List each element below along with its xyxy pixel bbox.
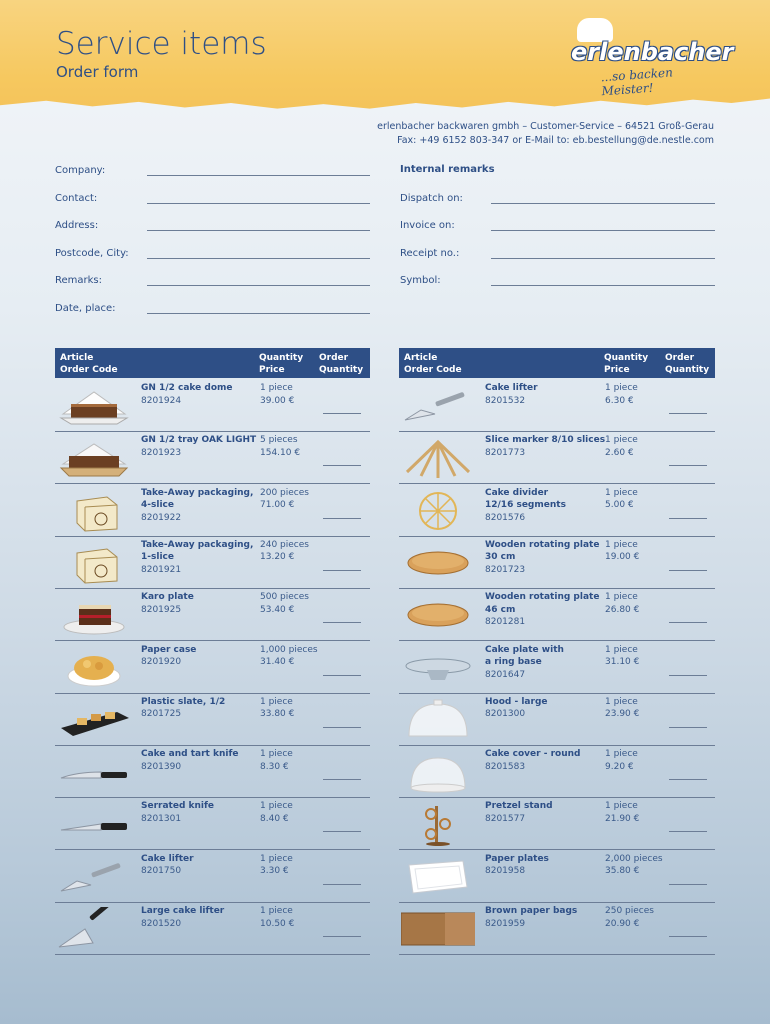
article-name-line: Pretzel stand: [485, 801, 553, 812]
contact-info: [377, 120, 714, 148]
receipt-label: Receipt no.:: [400, 248, 460, 259]
article-name-line: Serrated knife: [141, 801, 215, 812]
quantity-price: [260, 539, 309, 564]
article-name: [485, 487, 566, 525]
table-row: [399, 642, 715, 694]
article-name: [141, 853, 194, 878]
article-name-line: Wooden rotating plate: [485, 592, 600, 603]
cake-plate-icon: [401, 646, 475, 690]
table-row: [55, 485, 370, 537]
order-quantity-field[interactable]: [323, 662, 361, 676]
price: 3.30 €: [260, 866, 289, 877]
logo-name: erlenbacher: [571, 38, 734, 66]
article-name-line: Paper case: [141, 644, 197, 655]
quantity: 1 piece: [260, 749, 293, 760]
article-name-line: Hood - large: [485, 696, 548, 707]
article-name: [141, 800, 214, 825]
article-name-line: Karo plate: [141, 592, 194, 603]
quantity: 1 piece: [605, 435, 638, 446]
article-name: [141, 748, 238, 773]
quantity: 1 piece: [605, 383, 638, 393]
date-field[interactable]: [147, 313, 370, 314]
quantity-price: [605, 696, 639, 721]
quantity: 1 piece: [605, 801, 638, 812]
price: 19.00 €: [605, 552, 640, 563]
knife-icon: [57, 750, 131, 794]
price: 13.20 €: [260, 552, 295, 563]
company-field[interactable]: [147, 175, 370, 176]
order-header: Order: [319, 353, 349, 363]
order-code: 8201958: [485, 866, 526, 877]
price: 20.90 €: [605, 918, 640, 929]
quantity: 1 piece: [605, 592, 638, 603]
row-divider: [399, 954, 715, 955]
article-name-line: Cake divider: [485, 487, 549, 498]
order-code: 8201281: [485, 617, 526, 628]
price: 10.50 €: [260, 918, 295, 929]
article-name-line: 1-slice: [141, 552, 174, 563]
postcode-field[interactable]: [147, 258, 370, 259]
order-quantity-field[interactable]: [323, 400, 361, 414]
contact-line-2: Fax: +49 6152 803-347 or E-Mail to: eb.bestellung@de.nestle.com: [397, 135, 714, 146]
quantity: 1 piece: [260, 853, 293, 864]
table-row: [399, 694, 715, 746]
article-name: [485, 434, 605, 459]
quantity-price: [605, 382, 638, 407]
quantity: 250 pieces: [605, 906, 654, 916]
quantity: 1 piece: [605, 487, 638, 498]
order-quantity-field[interactable]: [323, 818, 361, 832]
quantity: 1 piece: [260, 801, 293, 812]
article-name-line: Cake plate with: [485, 644, 564, 655]
order-code: 8201520: [141, 918, 182, 929]
order-code: 8201583: [485, 761, 526, 772]
address-label: Address:: [55, 220, 99, 231]
quantity-price: [605, 800, 639, 825]
symbol-field[interactable]: [491, 285, 715, 286]
order-quantity-field[interactable]: [669, 505, 707, 519]
order-code: 8201725: [141, 709, 182, 720]
article-name: [485, 539, 599, 577]
quantity: 1 piece: [260, 696, 293, 707]
price: 31.40 €: [260, 657, 295, 667]
table-row: [55, 851, 370, 903]
price: 9.20 €: [605, 761, 634, 772]
table-row: [399, 903, 715, 955]
left-table-header: [55, 348, 370, 378]
address-field[interactable]: [147, 230, 370, 231]
quantity-price: [605, 905, 654, 930]
order-header: Order: [665, 353, 695, 363]
order-quantity-field[interactable]: [323, 505, 361, 519]
order-quantity-field[interactable]: [323, 871, 361, 885]
price: 33.80 €: [260, 709, 295, 720]
article-name-line: Wooden rotating plate: [485, 539, 600, 550]
article-header: Article: [404, 353, 438, 363]
quantity: 200 pieces: [260, 487, 309, 498]
paper-plate-icon: [401, 855, 475, 899]
takeaway-box-icon: [57, 489, 131, 533]
article-name-line: GN 1/2 tray OAK LIGHT: [141, 435, 257, 446]
dispatch-field[interactable]: [491, 203, 715, 204]
quantity-price: [260, 382, 294, 407]
order-code: 8201925: [141, 604, 182, 615]
order-quantity-field[interactable]: [669, 400, 707, 414]
order-quantity-field[interactable]: [323, 714, 361, 728]
quantity: 1,000 pieces: [260, 644, 318, 655]
logo-slogan: ...so backen Meister!: [600, 65, 674, 99]
price: 39.00 €: [260, 395, 295, 406]
quantity-header: Quantity: [259, 353, 304, 363]
date-label: Date, place:: [55, 303, 116, 314]
price: 154.10 €: [260, 447, 301, 458]
paper-bag-icon: [401, 907, 475, 951]
article-name-line: Large cake lifter: [141, 906, 225, 916]
article-name: [141, 905, 224, 930]
article-name: [141, 487, 253, 525]
order-quantity-field[interactable]: [669, 609, 707, 623]
wooden-plate-icon: [401, 593, 475, 637]
table-row: [399, 851, 715, 903]
price: 6.30 €: [605, 395, 634, 406]
order-code-header: Order Code: [60, 365, 118, 375]
order-code: 8201647: [485, 669, 526, 680]
article-name: [485, 800, 553, 825]
article-name-line: 12/16 segments: [485, 500, 566, 511]
tray-icon: [57, 436, 131, 480]
order-code: 8201750: [141, 866, 182, 877]
order-code: 8201577: [485, 813, 526, 824]
price: 26.80 €: [605, 604, 640, 615]
quantity: 1 piece: [260, 906, 293, 916]
table-row: [55, 746, 370, 798]
article-name-line: Paper plates: [485, 853, 549, 864]
price: 35.80 €: [605, 866, 640, 877]
order-quantity-field[interactable]: [323, 557, 361, 571]
table-row: [55, 903, 370, 955]
quantity-price: [605, 644, 639, 669]
article-header: Article: [60, 353, 94, 363]
quantity: 1 piece: [605, 749, 638, 760]
quantity: 500 pieces: [260, 592, 309, 603]
quantity-header: Quantity: [604, 353, 649, 363]
order-quantity-field[interactable]: [669, 452, 707, 466]
order-quantity-field[interactable]: [669, 923, 707, 937]
quantity-price: [260, 644, 318, 669]
quantity-price: [260, 800, 293, 825]
quantity-price: [260, 696, 294, 721]
article-name: [141, 539, 253, 577]
order-code: 8201532: [485, 395, 526, 406]
table-row: [399, 798, 715, 850]
order-code: 8201920: [141, 657, 182, 667]
quantity-price: [260, 853, 293, 878]
contact-label: Contact:: [55, 193, 98, 204]
article-name: [485, 905, 577, 930]
article-name: [485, 591, 599, 629]
contact-line-1: erlenbacher backwaren gmbh – Customer-Service – 64521 Groß-Gerau: [377, 121, 714, 132]
order-code: 8201723: [485, 564, 526, 575]
quantity-price: [605, 591, 639, 616]
quantity-price: [260, 748, 293, 773]
table-row: [399, 432, 715, 484]
quantity-price: [605, 853, 663, 878]
price: 5.00 €: [605, 500, 634, 511]
order-quantity-field[interactable]: [669, 557, 707, 571]
order-code: 8201923: [141, 447, 182, 458]
paper-case-icon: [57, 646, 131, 690]
order-code: 8201576: [485, 512, 526, 523]
order-quantity-field[interactable]: [323, 452, 361, 466]
order-quantity-field[interactable]: [669, 766, 707, 780]
serrated-knife-icon: [57, 802, 131, 846]
takeaway-box-icon: [57, 541, 131, 585]
price: 53.40 €: [260, 604, 295, 615]
remarks-label: Remarks:: [55, 275, 103, 286]
symbol-label: Symbol:: [400, 275, 441, 286]
invoice-field[interactable]: [491, 230, 715, 231]
article-name: [141, 644, 196, 669]
table-row: [399, 380, 715, 432]
cake-lifter-icon: [401, 384, 475, 428]
right-table-header: [399, 348, 715, 378]
quantity-price: [260, 905, 294, 930]
article-name-line: Cake cover - round: [485, 749, 581, 760]
quantity: 1 piece: [605, 644, 638, 655]
article-name: [485, 748, 580, 773]
quantity-price: [260, 591, 309, 616]
row-divider: [55, 954, 370, 955]
hood-icon: [401, 698, 475, 742]
article-name: [485, 696, 548, 721]
plastic-slate-icon: [57, 698, 131, 742]
order-code: 8201390: [141, 761, 182, 772]
order-code: 8201922: [141, 512, 182, 523]
page-title: Service items: [56, 26, 267, 62]
article-name-line: Take-Away packaging,: [141, 487, 254, 498]
price: 23.90 €: [605, 709, 640, 720]
quantity: 1 piece: [605, 696, 638, 707]
order-quantity-field[interactable]: [323, 923, 361, 937]
article-name: [141, 382, 233, 407]
contact-field[interactable]: [147, 203, 370, 204]
article-name-line: Cake lifter: [485, 383, 538, 393]
order-quantity-header: Quantity: [319, 365, 364, 375]
article-name: [141, 591, 194, 616]
order-quantity-field[interactable]: [323, 766, 361, 780]
article-name-line: Take-Away packaging,: [141, 539, 254, 550]
quantity: 5 pieces: [260, 435, 298, 446]
article-name-line: GN 1/2 cake dome: [141, 383, 233, 393]
company-label: Company:: [55, 165, 106, 176]
order-code: 8201773: [485, 447, 526, 458]
remarks-field[interactable]: [147, 285, 370, 286]
price: 2.60 €: [605, 447, 634, 458]
article-name: [141, 696, 225, 721]
pretzel-stand-icon: [401, 802, 475, 846]
table-row: [399, 589, 715, 641]
quantity-price: [260, 487, 309, 512]
internal-remarks-title: Internal remarks: [400, 164, 495, 175]
cake-cover-icon: [401, 750, 475, 794]
price: 71.00 €: [260, 500, 295, 511]
price: 8.30 €: [260, 761, 289, 772]
table-row: [55, 694, 370, 746]
price-header: Price: [604, 365, 630, 375]
cake-lifter-icon: [57, 855, 131, 899]
quantity: 2,000 pieces: [605, 853, 663, 864]
article-name-line: a ring base: [485, 657, 542, 667]
order-quantity-header: Quantity: [665, 365, 710, 375]
article-name-line: 46 cm: [485, 604, 516, 615]
wooden-plate-icon: [401, 541, 475, 585]
order-quantity-field[interactable]: [669, 714, 707, 728]
table-row: [399, 537, 715, 589]
article-name: [141, 434, 256, 459]
order-quantity-field[interactable]: [669, 818, 707, 832]
quantity-price: [605, 748, 638, 773]
order-quantity-field[interactable]: [669, 871, 707, 885]
table-row: [55, 642, 370, 694]
quantity: 240 pieces: [260, 539, 309, 550]
table-row: [399, 746, 715, 798]
article-name: [485, 644, 564, 682]
quantity-price: [605, 487, 638, 512]
quantity: 1 piece: [605, 539, 638, 550]
price: 8.40 €: [260, 813, 289, 824]
article-name-line: Brown paper bags: [485, 906, 578, 916]
order-code: 8201301: [141, 813, 182, 824]
table-row: [55, 537, 370, 589]
slice-marker-icon: [401, 436, 475, 480]
article-name: [485, 382, 538, 407]
karo-plate-icon: [57, 593, 131, 637]
article-name-line: Cake lifter: [141, 853, 194, 864]
price: 21.90 €: [605, 813, 640, 824]
table-row: [55, 589, 370, 641]
article-name-line: 30 cm: [485, 552, 516, 563]
quantity-price: [605, 539, 639, 564]
quantity: 1 piece: [260, 383, 293, 393]
table-row: [55, 432, 370, 484]
article-name-line: Cake and tart knife: [141, 749, 239, 760]
order-code: 8201921: [141, 564, 182, 575]
large-cake-lifter-icon: [57, 907, 131, 951]
erlenbacher-logo: [565, 18, 734, 99]
invoice-label: Invoice on:: [400, 220, 455, 231]
order-quantity-field[interactable]: [669, 662, 707, 676]
price: 31.10 €: [605, 657, 640, 667]
article-name-line: Plastic slate, 1/2: [141, 696, 226, 707]
quantity-price: [605, 434, 638, 459]
table-row: [55, 798, 370, 850]
receipt-field[interactable]: [491, 258, 715, 259]
order-code: 8201924: [141, 395, 182, 406]
page-subtitle: Order form: [56, 63, 139, 81]
order-code: 8201300: [485, 709, 526, 720]
cake-divider-icon: [401, 489, 475, 533]
table-row: [399, 485, 715, 537]
cake-dome-icon: [57, 384, 131, 428]
dispatch-label: Dispatch on:: [400, 193, 463, 204]
article-name-line: Slice marker 8/10 slices: [485, 435, 606, 446]
table-row: [55, 380, 370, 432]
order-code-header: Order Code: [404, 365, 462, 375]
postcode-label: Postcode, City:: [55, 248, 129, 259]
order-quantity-field[interactable]: [323, 609, 361, 623]
article-name: [485, 853, 549, 878]
order-code: 8201959: [485, 918, 526, 929]
quantity-price: [260, 434, 300, 459]
price-header: Price: [259, 365, 285, 375]
article-name-line: 4-slice: [141, 500, 174, 511]
